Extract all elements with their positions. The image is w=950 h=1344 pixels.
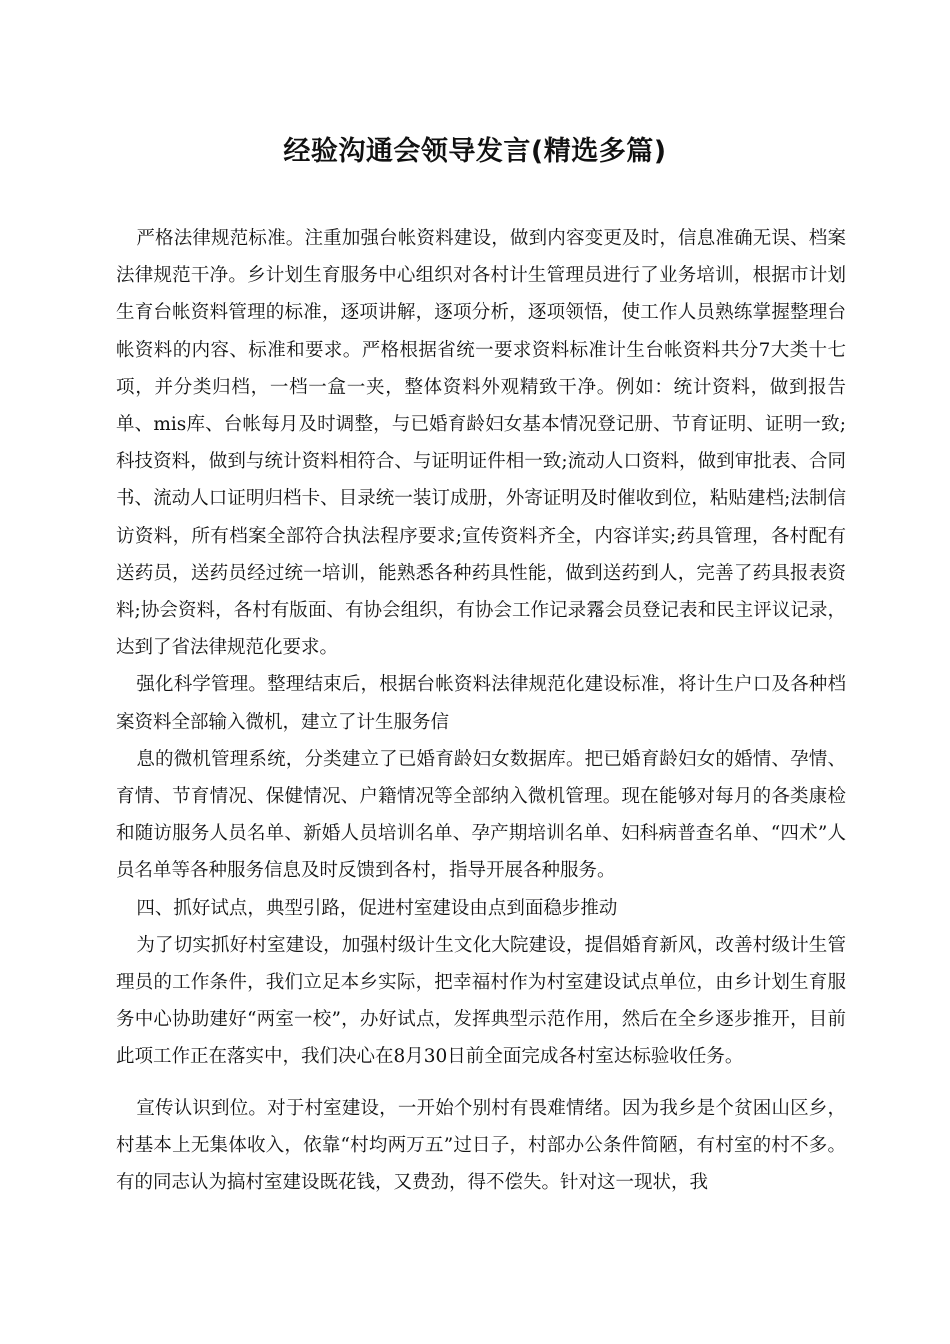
paragraph-legal-standard: 严格法律规范标准。注重加强台帐资料建设，做到内容变更及时，信息准确无误、档案法律规范干净。乡计划生育服务中心组织对各村计生管理员进行了业务培训，根据市计划生育台帐资料管理的标准，逐项讲解，逐项分析，逐项领悟，使工作人员熟练掌握整理台帐资料的内容、标准和要求。严格根据省统一要求资料标准计生台帐资料共分7大类十七项，并分类归档，一档一盒一夹，整体资料外观精致干净。例如：统计资料，做到报告单、mis库、台帐每月及时调整，与已婚育龄妇女基本情况登记册、节育证明、证明一致;科技资料，做到与统计资料相符合、与证明证件相一致;流动人口资料，做到审批表、合同书、流动人口证明归档卡、目录统一装订成册，外寄证明及时催收到位，粘贴建档;法制信访资料，所有档案全部符合执法程序要求;宣传资料齐全，内容详实;药具管理，各村配有送药员，送药员经过统一培训，能熟悉各种药具性能，做到送药到人，完善了药具报表资料;协会资料，各村有版面、有协会组织，有协会工作记录霿会员登记表和民主评议记录，达到了省法律规范化要求。 [116, 228, 846, 659]
paragraph-village-room-construction: 为了切实抓好村室建设，加强村级计生文化大院建设，提倡婚育新风，改善村级计生管理员的工作条件，我们立足本乡实际，把幸福村作为村室建设试点单位，由乡计划生育服务中心协助建好“两室一校”，办好试点，发挥典型示范作用，然后在全乡逐步推开，目前此项工作正在落实中，我们决心在8月30日前全面完成各村室达标验收任务。 [116, 934, 846, 1068]
document-title: 经验沟通会领导发言(精选多篇) [283, 136, 667, 167]
paragraph-publicity: 宣传认识到位。对于村室建设，一开始个别村有畏难情绪。因为我乡是个贫困山区乡，村基本上无集体收入，依靠“村均两万五”过日子，村部办公条件简陋，有村室的村不多。有的同志认为搞村室建设既花钱，又费劲，得不偿失。针对这一现状，我 [116, 1097, 846, 1194]
section-heading-pilot: 四、抓好试点，典型引路，促进村室建设由点到面稳步推动 [136, 897, 618, 919]
paragraph-scientific-management: 强化科学管理。整理结束后，根据台帐资料法律规范化建设标准，将计生户口及各种档案资料全部输入微机，建立了计生服务信 [116, 674, 846, 733]
document-body [116, 220, 846, 1201]
paragraph-computer-system: 息的微机管理系统，分类建立了已婚育龄妇女数据库。把已婚育龄妇女的婚情、孕情、育情、节育情况、保健情况、户籍情况等全部纳入微机管理。现在能够对每月的各类康检和随访服务人员名单、新婚人员培训名单、孕产期培训名单、妇科病普查名单、“四术”人员名单等各种服务信息及时反馈到各村，指导开展各种服务。 [116, 748, 846, 882]
